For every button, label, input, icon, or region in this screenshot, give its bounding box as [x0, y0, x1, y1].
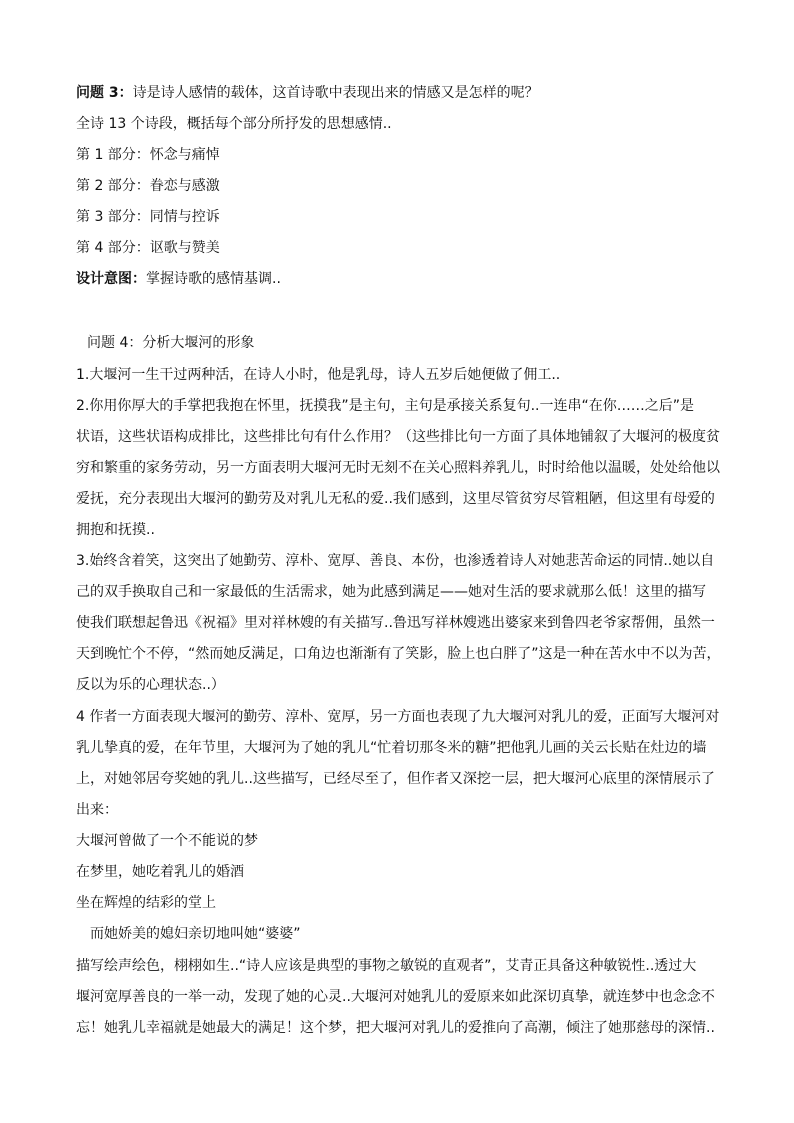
q4-p5-line: 描写绘声绘色，栩栩如生..“诗人应该是典型的事物之敏锐的直观者”，艾青正具备这种敏锐性..透过大	[76, 958, 697, 974]
q4-p3-line: 天到晚忙个不停，“然而她反满足，口角边也渐渐有了笑影，脸上也白胖了”这是一种在苦水中不以为苦，	[76, 646, 721, 662]
q3-intro: 全诗 13 个诗段，概括每个部分所抒发的思想感情..	[76, 116, 392, 132]
design-intent	[76, 270, 724, 288]
design-label: 设计意图：	[76, 271, 146, 287]
q4-p2-line: 爱抚，充分表现出大堰河的勤劳及对乳儿无私的爱..我们感到，这里尽管贫穷尽管粗陋，但这里有母爱的	[76, 491, 715, 507]
poem-line: 坐在辉煌的结彩的堂上	[76, 895, 216, 911]
q4-p4-line: 4 作者一方面表现大堰河的勤劳、淳朴、宽厚，另一方面也表现了九大堰河对乳儿的爱，正面写大堰河对	[76, 709, 720, 725]
q3-part-1: 第 1 部分：怀念与痛悼	[76, 147, 220, 163]
poem-line: 在梦里，她吃着乳儿的婚酒	[76, 864, 244, 880]
poem-line: 而她娇美的媳妇亲切地叫她“婆婆”	[90, 926, 301, 942]
q4-p2-line: 拥抱和抚摸..	[76, 522, 155, 538]
q4-p3-line: 反以为乐的心理状态..）	[76, 677, 225, 693]
q3-part-3: 第 3 部分：同情与控诉	[76, 209, 220, 225]
design-text: 掌握诗歌的感情基调..	[146, 271, 281, 287]
q4-p2-line: 2.你用你厚大的手掌把我抱在怀里，抚摸我”是主句，主句是承接关系复句..一连串“在你……之后”是	[76, 398, 695, 414]
q4-p3-line: 己的双手换取自己和一家最低的生活需求，她为此感到满足——她对生活的要求就那么低！这里的描写	[76, 584, 706, 600]
q4-p2-line: 状语，这些状语构成排比，这些排比句有什么作用？（这些排比句一方面了具体地铺叙了大堰河的极度贫	[76, 429, 720, 445]
q4-p2-line: 穷和繁重的家务劳动，另一方面表明大堰河无时无刻不在关心照料养乳儿，时时给他以温暖，处处给他以	[76, 460, 720, 476]
q3-text: 诗是诗人感情的载体，这首诗歌中表现出来的情感又是怎样的呢？	[132, 85, 539, 101]
q3-part-4: 第 4 部分：讴歌与赞美	[76, 240, 220, 256]
q4-p4-line: 乳儿挚真的爱，在年节里，大堰河为了她的乳儿“忙着切那冬米的糖”把他乳儿画的关云长贴在灶边的墙	[76, 740, 707, 756]
q4-p4-line: 出来：	[76, 802, 118, 818]
q4-p4-line: 上，对她邻居夸奖她的乳儿..这些描写，已经尽至了，但作者又深挖一层，把大堰河心底里的深情展示了	[76, 771, 715, 787]
q3-heading	[76, 84, 724, 102]
poem-line: 大堰河曾做了一个不能说的梦	[76, 833, 258, 849]
q4-title: 问题 4：分析大堰河的形象	[87, 335, 255, 351]
q4-p5-line: 堰河宽厚善良的一举一动，发现了她的心灵..大堰河对她乳儿的爱原来如此深切真挚，就连梦中也念念不	[76, 989, 715, 1005]
q4-p5-line: 忘！她乳儿幸福就是她最大的满足！这个梦，把大堰河对乳儿的爱推向了高潮，倾注了她那慈母的深情..	[76, 1020, 715, 1036]
q4-paragraph-1: 1.大堰河一生干过两种活，在诗人小时，他是乳母，诗人五岁后她便做了佣工..	[76, 367, 561, 383]
q4-p3-line: 3.始终含着笑，这突出了她勤劳、淳朴、宽厚、善良、本份，也渗透着诗人对她悲苦命运的同情..她以自	[76, 553, 715, 569]
q3-label: 问题 3：	[76, 85, 133, 101]
q3-part-2: 第 2 部分：眷恋与感激	[76, 178, 220, 194]
q4-p3-line: 使我们联想起鲁迅《祝福》里对祥林嫂的有关描写..鲁迅写祥林嫂逃出婆家来到鲁四老爷家帮佣，虽然一	[76, 615, 715, 631]
